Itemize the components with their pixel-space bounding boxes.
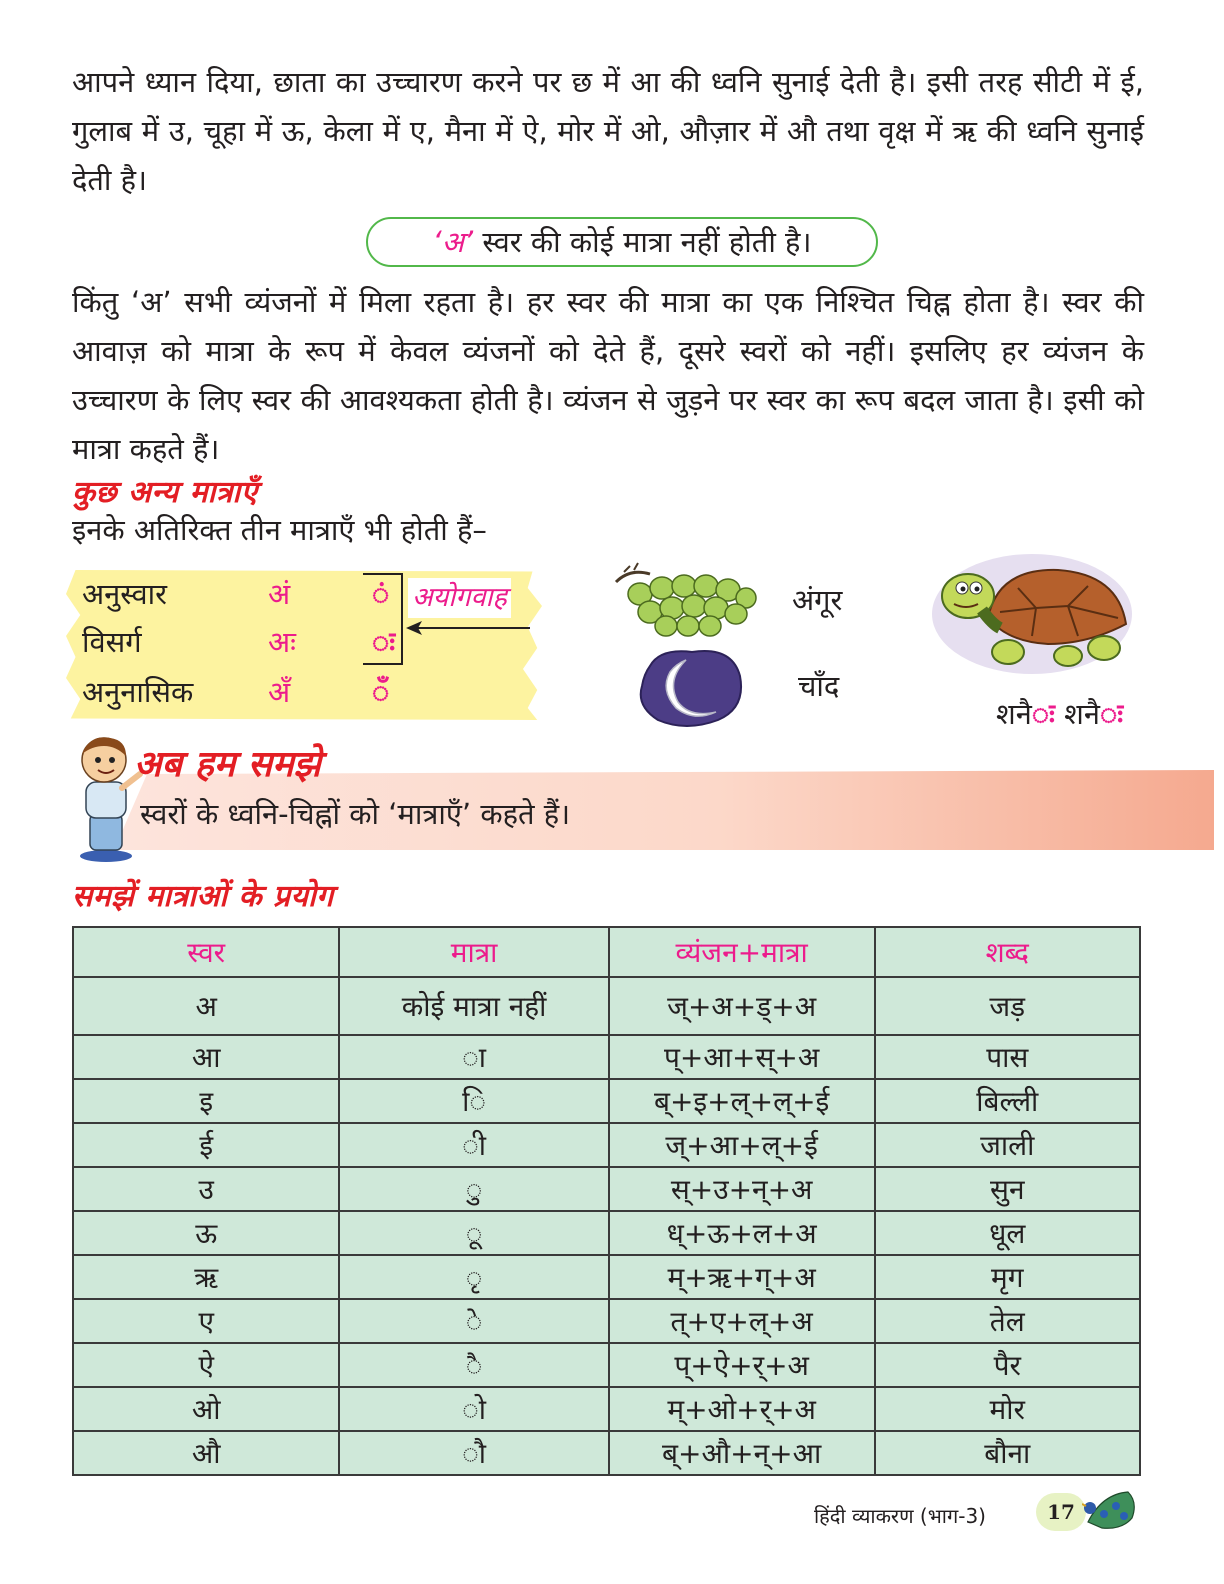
note-box xyxy=(366,217,878,267)
cell-vyanjan-matra: ध्+ऊ+ल+अ xyxy=(609,1211,875,1255)
table-header-row xyxy=(73,927,1140,977)
tortoise-illustration xyxy=(928,548,1144,676)
matra-symbol: अः xyxy=(268,625,297,659)
column-header-vyanjan-matra: व्यंजन+मात्रा xyxy=(609,927,875,977)
cell-shabd: धूल xyxy=(875,1211,1140,1255)
cell-shabd: पैर xyxy=(875,1343,1140,1387)
ayogvah-label: अयोगवाह xyxy=(408,578,511,618)
cell-shabd: सुन xyxy=(875,1167,1140,1211)
matra-name: अनुनासिक xyxy=(82,675,194,709)
tortoise-label xyxy=(996,694,1123,733)
cell-shabd: जड़ xyxy=(875,977,1140,1035)
matra-mark: ः xyxy=(372,625,396,659)
matra-row-anunasik xyxy=(82,668,412,716)
cell-vyanjan-matra: म्+ऋ+ग्+अ xyxy=(609,1255,875,1299)
cell-matra: कोई मात्रा नहीं xyxy=(339,977,608,1035)
matra-table xyxy=(72,926,1141,1476)
visarg-mark: ः xyxy=(1099,697,1124,731)
cell-matra: ू xyxy=(339,1211,608,1255)
cell-matra: ृ xyxy=(339,1255,608,1299)
peacock-icon xyxy=(1082,1484,1142,1534)
matra-mark: ँ xyxy=(372,675,390,709)
table-row xyxy=(73,1387,1140,1431)
table-row xyxy=(73,1123,1140,1167)
cell-shabd: मोर xyxy=(875,1387,1140,1431)
summary-text: स्वरों के ध्वनि-चिह्नों को ‘मात्राएँ’ कहते हैं। xyxy=(140,797,571,831)
cell-swar: ऊ xyxy=(73,1211,339,1255)
intro-paragraph xyxy=(72,58,1144,205)
cell-vyanjan-matra: ज्+आ+ल्+ई xyxy=(609,1123,875,1167)
cell-swar: ए xyxy=(73,1299,339,1343)
table-row xyxy=(73,1343,1140,1387)
paragraph-text: किंतु ‘अ’ सभी व्यंजनों में मिला रहता है। हर स्वर की मात्रा का एक निश्चित चिह्न होता है। स्वर की आवाज़ को मात्रा के रूप में केवल व्यंजनों को देते हैं, दूसरे स्वरों को नहीं। इसलिए हर व्यंजन के उच्चारण के लिए स्वर की आवश्यकता होती है। व्यंजन से जुड़ने पर स्वर का रूप बदल जाता है। इसी को मात्रा कहते हैं। xyxy=(72,285,1144,466)
cell-matra: ी xyxy=(339,1123,608,1167)
cell-shabd: पास xyxy=(875,1035,1140,1079)
page-number: 17 xyxy=(1036,1493,1086,1531)
cell-vyanjan-matra: स्+उ+न्+अ xyxy=(609,1167,875,1211)
explanation-paragraph xyxy=(72,278,1144,474)
cell-matra: ौ xyxy=(339,1431,608,1475)
cell-swar: ऐ xyxy=(73,1343,339,1387)
cell-vyanjan-matra: प्+आ+स्+अ xyxy=(609,1035,875,1079)
group-bracket xyxy=(363,573,403,665)
cell-swar: अ xyxy=(73,977,339,1035)
book-title: हिंदी व्याकरण (भाग-3) xyxy=(814,1504,986,1528)
matra-name: अनुस्वार xyxy=(82,577,168,611)
cell-vyanjan-matra: प्+ऐ+र्+अ xyxy=(609,1343,875,1387)
column-header-shabd: शब्द xyxy=(875,927,1140,977)
summary-title: अब हम समझे xyxy=(134,744,321,785)
section-heading-other-matras: कुछ अन्य मात्राएँ xyxy=(72,475,258,510)
cell-shabd: बिल्ली xyxy=(875,1079,1140,1123)
table-row xyxy=(73,1431,1140,1475)
cell-matra: ै xyxy=(339,1343,608,1387)
cell-swar: ऋ xyxy=(73,1255,339,1299)
cell-swar: औ xyxy=(73,1431,339,1475)
visarg-mark: ः xyxy=(1031,697,1055,731)
cell-shabd: मृग xyxy=(875,1255,1140,1299)
cell-swar: ई xyxy=(73,1123,339,1167)
moon-label: चाँद xyxy=(798,669,840,703)
cell-vyanjan-matra: म्+ओ+र्+अ xyxy=(609,1387,875,1431)
left-arrow-icon xyxy=(404,612,534,642)
cell-vyanjan-matra: ज्+अ+ड्+अ xyxy=(609,977,875,1035)
cell-matra: ा xyxy=(339,1035,608,1079)
cell-vyanjan-matra: ब्+औ+न्+आ xyxy=(609,1431,875,1475)
cell-matra: ो xyxy=(339,1387,608,1431)
matra-symbol: अँ xyxy=(268,675,291,709)
cell-shabd: बौना xyxy=(875,1431,1140,1475)
paragraph-text: आपने ध्यान दिया, छाता का उच्चारण करने पर छ में आ की ध्वनि सुनाई देती है। इसी तरह सीटी में ई, गुलाब में उ, चूहा में ऊ, केला में ए, मैना में ऐ, मोर में ओ, औज़ार में औ तथा वृक्ष में ऋ की ध्वनि सुनाई देती है। xyxy=(72,65,1144,197)
cell-shabd: जाली xyxy=(875,1123,1140,1167)
cell-swar: आ xyxy=(73,1035,339,1079)
cell-shabd: तेल xyxy=(875,1299,1140,1343)
cell-matra: ि xyxy=(339,1079,608,1123)
section-heading-matra-usage: समझें मात्राओं के प्रयोग xyxy=(72,879,334,914)
column-header-swar: स्वर xyxy=(73,927,339,977)
cell-matra: ु xyxy=(339,1167,608,1211)
table-row xyxy=(73,1035,1140,1079)
note-highlight: ‘अ’ xyxy=(432,225,474,259)
note-text: स्वर की कोई मात्रा नहीं होती है। xyxy=(482,225,812,259)
table-row xyxy=(73,977,1140,1035)
section-intro: इनके अतिरिक्त तीन मात्राएँ भी होती हैं– xyxy=(72,513,487,547)
tortoise-word: शनै xyxy=(1054,697,1100,731)
column-header-matra: मात्रा xyxy=(339,927,608,977)
cell-swar: ओ xyxy=(73,1387,339,1431)
moon-illustration xyxy=(636,646,746,728)
matra-mark: ं xyxy=(372,577,390,611)
cell-swar: इ xyxy=(73,1079,339,1123)
grapes-illustration xyxy=(610,560,758,638)
cell-swar: उ xyxy=(73,1167,339,1211)
tortoise-word: शनै xyxy=(996,697,1032,731)
table-row xyxy=(73,1255,1140,1299)
matra-symbol: अं xyxy=(268,577,291,611)
table-row xyxy=(73,1079,1140,1123)
table-row xyxy=(73,1299,1140,1343)
table-row xyxy=(73,1167,1140,1211)
matra-name: विसर्ग xyxy=(82,625,142,659)
grapes-label: अंगूर xyxy=(792,583,843,617)
table-row xyxy=(73,1211,1140,1255)
cell-matra: े xyxy=(339,1299,608,1343)
cell-vyanjan-matra: ब्+इ+ल्+ल्+ई xyxy=(609,1079,875,1123)
cell-vyanjan-matra: त्+ए+ल्+अ xyxy=(609,1299,875,1343)
